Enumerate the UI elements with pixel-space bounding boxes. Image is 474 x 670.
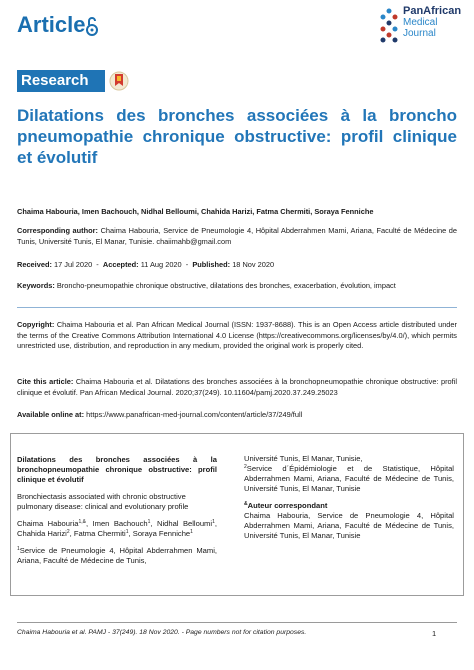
affiliation-sup: 2	[244, 464, 247, 470]
cite-text: Chaima Habouria et al. Dilatations des bronches associées à la bronchopneumopathie chronique obstructive: profil clinique et évolutif. Pan African Medical Journal. 2020;37(249). 10.11604/pamj.2020.37.249.25023	[17, 377, 458, 397]
box-author: Chahida Harizi	[17, 529, 67, 538]
journal-logo-icon	[378, 7, 400, 43]
corresponding-author	[17, 226, 457, 247]
affiliation-1	[17, 546, 217, 566]
cite-label: Cite this article:	[17, 377, 74, 386]
journal-logo	[403, 6, 469, 39]
box-author: Nidhal Belloumi	[156, 519, 213, 528]
affiliation-2	[244, 464, 454, 494]
logo-line-1: PanAfrican	[403, 5, 462, 17]
author-sup: 1	[125, 529, 129, 535]
section-badge: Research	[17, 70, 105, 92]
author-sup: 1	[147, 519, 151, 525]
author-sup: 1	[212, 519, 215, 525]
box-author: Imen Bachouch	[92, 519, 148, 528]
author-sup: 1	[190, 529, 193, 535]
available-online	[17, 410, 457, 421]
article-title: Dilatations des bronches associées à la broncho pneumopathie chronique obstructive: profil clinique et évolutif	[17, 106, 457, 167]
copyright-label: Copyright:	[17, 320, 55, 329]
corresponding-text: Chaima Habouria, Service de Pneumologie 4, Hôpital Abderrahmen Mami, Ariana, Faculté de Médecine de Tunis, Université Tunis, El Manar, Tunisie. chaiimahb@gmail.com	[17, 226, 457, 246]
dates-line: Received: 17 Jul 2020 - Accepted: 11 Aug 2020 - Published: 18 Nov 2020	[17, 260, 275, 269]
summary-left-column	[17, 455, 217, 566]
published-date: 18 Nov 2020	[232, 260, 275, 269]
footer-divider	[17, 622, 457, 623]
logo-line-3: Journal	[403, 28, 436, 39]
copyright-text: Chaima Habouria et al. Pan African Medical Journal (ISSN: 1937-8688). This is an Open Access article distributed under the terms of the Creative Commons Attribution International 4.0 License (https://creativecommons.org/licenses/by/4.0/), which permits unrestricted use, distribution, and reproduction in any medium, provided the original work is properly cited.	[17, 320, 457, 350]
corr-label: Auteur correspondant	[247, 501, 328, 510]
copyright	[17, 320, 457, 352]
article-label: Article	[17, 12, 86, 37]
corresponding-heading	[244, 501, 454, 511]
received-date: 17 Jul 2020	[53, 260, 93, 269]
affiliation-text: Service d´Épidémiologie et de Statistique, Hôpital Abderrahmen Mami, Ariana, Faculté de Médecine de Tunis, Université Tunis, El Manar, Tunisie	[244, 464, 454, 493]
open-access-lock-icon	[86, 14, 98, 38]
accepted-label: Accepted:	[102, 260, 139, 269]
affiliation-sup: 1	[17, 546, 20, 552]
keywords-label: Keywords:	[17, 281, 55, 290]
author-sup: 1,&	[78, 519, 86, 525]
corresponding-details: Chaima Habouria, Service de Pneumologie 4, Hôpital Abderrahmen Mami, Ariana, Faculté de Médecine de Tunis, Université Tunis, El Manar, Tunisie	[244, 511, 454, 540]
affiliation-1-cont: Université Tunis, El Manar, Tunisie,	[244, 454, 363, 463]
page-number: 1	[432, 629, 437, 638]
box-authors: Chaima Habouria$^{1,\&}$, Imen Bachouch$^1$, Nidhal Belloumi$^1$, Chahida Harizi$^2$, Fatma Chermiti$^1$, Soraya Fenniche$^1$	[17, 519, 217, 538]
online-label: Available online at:	[17, 410, 85, 419]
affiliation-text: Service de Pneumologie 4, Hôpital Abderrahmen Mami, Ariana, Faculté de Médecine de Tunis,	[17, 546, 217, 565]
received-label: Received:	[17, 260, 52, 269]
corresponding-label: Corresponding author:	[17, 226, 98, 235]
citation	[17, 377, 457, 398]
box-author: Fatma Chermiti	[73, 529, 126, 538]
accepted-date: 11 Aug 2020	[140, 260, 182, 269]
online-link[interactable]: https://www.panafrican-med-journal.com/content/article/37/249/full	[86, 410, 303, 419]
summary-right-column	[244, 454, 454, 541]
box-author: Chaima Habouria	[17, 519, 79, 528]
divider	[17, 307, 457, 308]
keywords	[17, 281, 457, 292]
crossmark-icon[interactable]	[109, 70, 129, 92]
box-author: Soraya Fenniche	[132, 529, 191, 538]
author-list: Chaima Habouria, Imen Bachouch, Nidhal Belloumi, Chahida Harizi, Fatma Chermiti, Soraya Fenniche	[17, 207, 374, 216]
published-label: Published:	[192, 260, 231, 269]
french-title: Dilatations des bronches associées à la bronchopneumopathie chronique obstructive: profil clinique et évolutif	[17, 455, 217, 484]
keywords-text: Broncho-pneumopathie chronique obstructive, dilatations des bronches, exacerbation, évolution, impact	[56, 281, 396, 290]
english-title: Bronchiectasis associated with chronic obstructive pulmonary disease: clinical and evolutionary profile	[17, 492, 189, 511]
logo-line-2: Medical	[403, 17, 438, 28]
corr-sup: &	[244, 501, 248, 507]
page-footer: Chaima Habouria et al. PAMJ - 37(249). 18 Nov 2020. - Page numbers not for citation purposes.	[17, 629, 307, 636]
author-sup: 2	[66, 529, 70, 535]
